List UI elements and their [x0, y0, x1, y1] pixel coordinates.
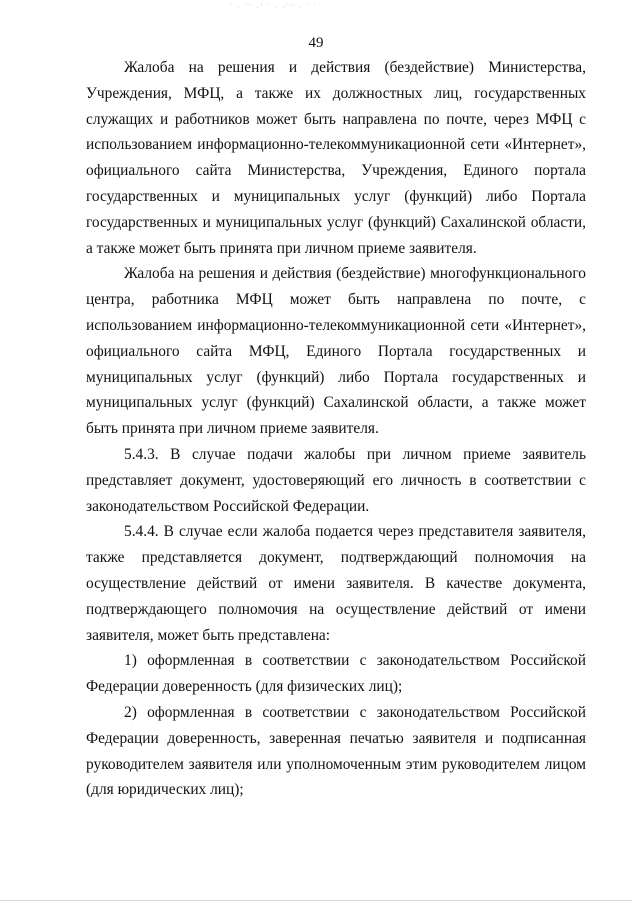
scan-artifact: · ˏ ·˴ ˎ˴ · ˏ ˎ˴˴ ˏ · ·	[230, 2, 318, 8]
paragraph-5-4-4: 5.4.4. В случае если жалоба подается через представителя заявителя, также представляется документ, подтверждающий полномочия на осуществление действий от имени заявителя. В качестве документа, подтверждающего полномочия на осуществление действий от имени заявителя, может быть представлена:	[86, 523, 586, 644]
page-bottom-edge	[0, 900, 632, 901]
paragraph-5-4-3: 5.4.3. В случае подачи жалобы при личном приеме заявитель представляет документ, удостоверяющий его личность в соответствии с законодательством Российской Федерации.	[86, 445, 586, 515]
list-item-1: 1) оформленная в соответствии с законодательством Российской Федерации доверенность (для физических лиц);	[86, 652, 586, 696]
paragraph-complaint-ministry: Жалоба на решения и действия (бездействие) Министерства, Учреждения, МФЦ, а также их должностных лиц, государственных служащих и работников может быть направлена по почте, через МФЦ с использованием информационно-телекоммуникационной сети «Интернет», официального сайта Министерства, Учреждения, Единого портала государственных и муниципальных услуг (функций) либо Портала государственных и муниципальных услуг (функций) Сахалинской области, а также может быть принята при личном приеме заявителя.	[86, 59, 586, 257]
list-item-2: 2) оформленная в соответствии с законодательством Российской Федерации доверенность, заверенная печатью заявителя и подписанная руководителем заявителя или уполномоченным этим руководителем лицом (для юридических лиц);	[86, 703, 586, 799]
paragraph-complaint-mfc: Жалоба на решения и действия (бездействие) многофункционального центра, работника МФЦ может быть направлена по почте, с использованием информационно-телекоммуникационной сети «Интернет», официального сайта МФЦ, Единого Портала государственных и муниципальных услуг (функций) либо Портала государственных и муниципальных услуг (функций) Сахалинской области, а также может быть принята при личном приеме заявителя.	[86, 265, 586, 438]
document-body	[86, 55, 586, 803]
page-number: 49	[308, 35, 324, 51]
